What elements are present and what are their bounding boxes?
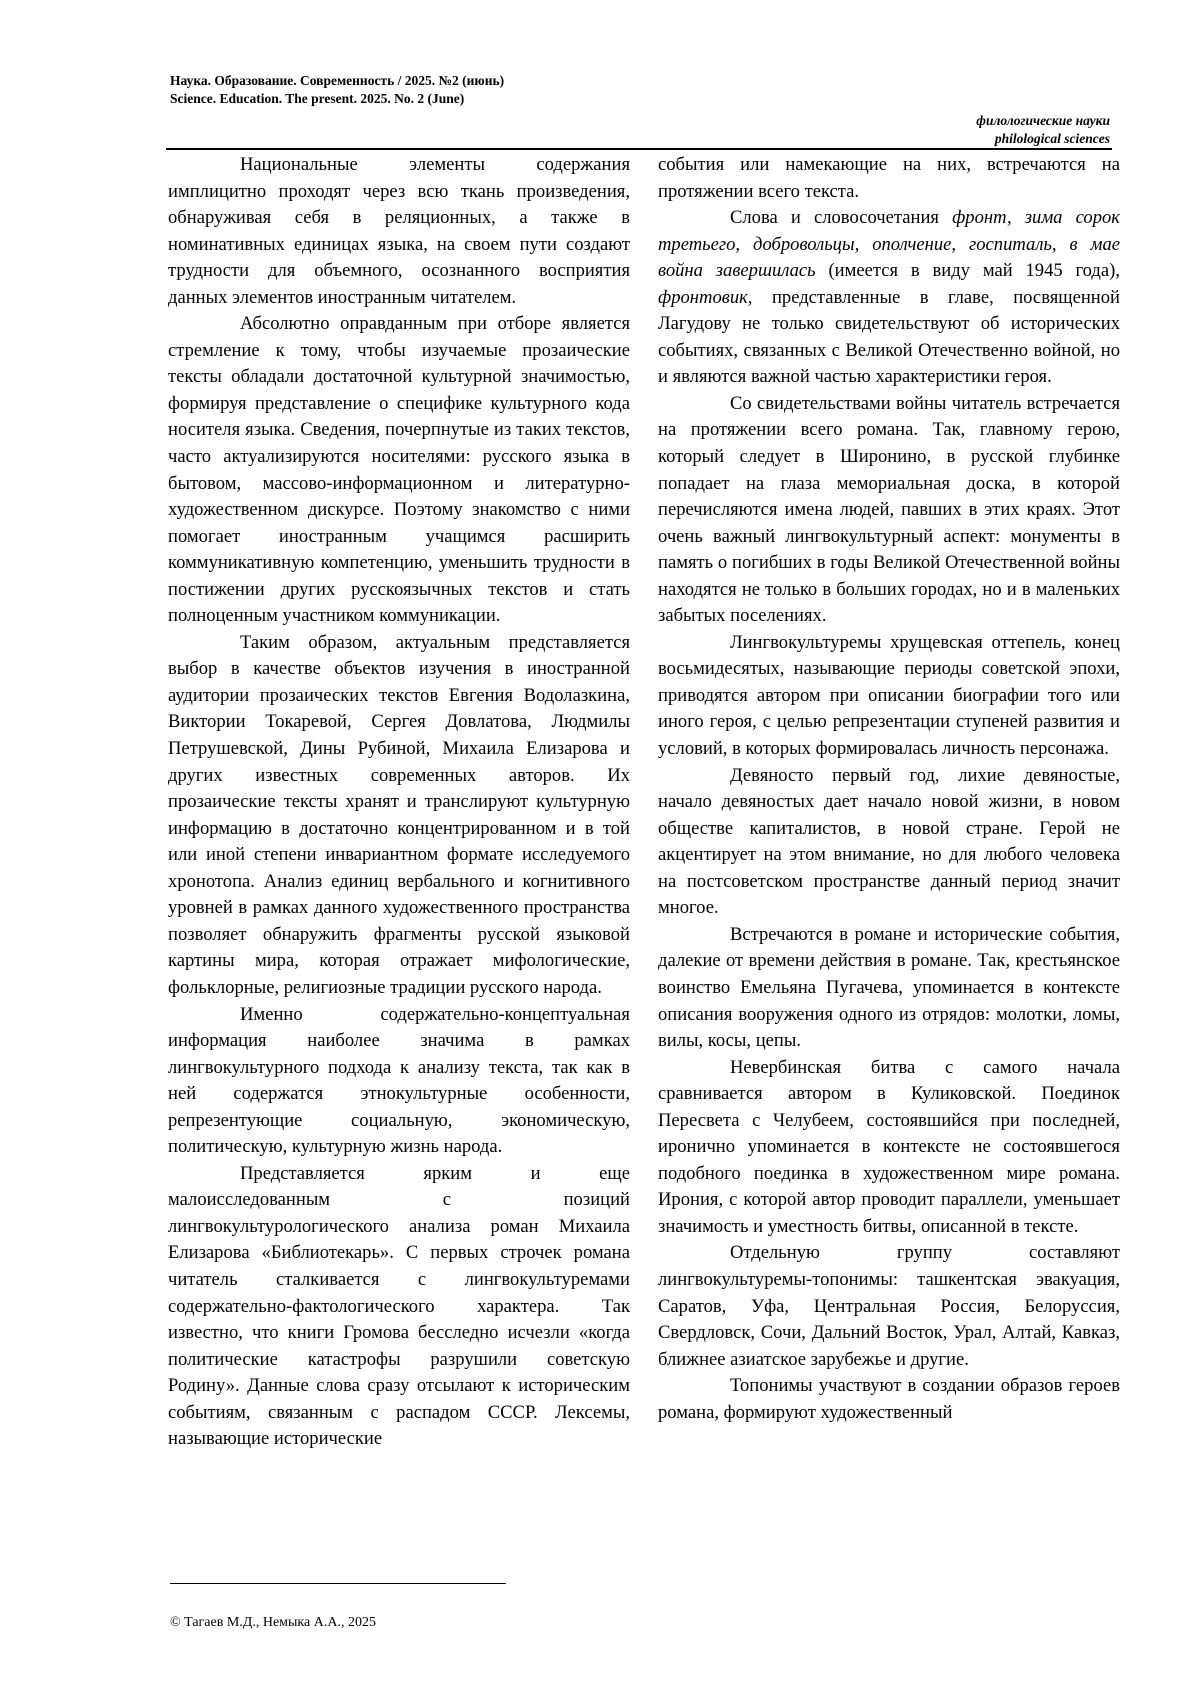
paragraph: Лингвокультуремы хрущевская оттепель, конец восьмидесятых, называющие периоды советской эпохи, приводятся автором при описании биографии того или иного героя, с целью репрезентации ступеней развития и условий, в которых формировалась личность персонажа. [658, 631, 1120, 760]
left-column [168, 152, 630, 1453]
text-run: Слова и словосочетания [730, 207, 953, 229]
journal-title-ru: Наука. Образование. Современность / 2025. №2 (июнь) [170, 73, 505, 88]
paragraph: Встречаются в романе и исторические события, далекие от времени действия в романе. Так, крестьянское воинство Емельяна Пугачева, упоминается в контексте описания вооружения одного из отрядов: молотки, ломы, вилы, косы, цепы. [658, 923, 1120, 1052]
paragraph-with-italics [658, 205, 1120, 391]
section-title-ru: филологические науки [976, 113, 1110, 128]
paragraph: Представляется ярким и еще малоисследованным с позиций лингвокультурологического анализа роман Михаила Елизарова «Библиотекарь». С первых строчек романа читатель сталкивается с лингвокультуремами содержательно-фактологического характера. Так известно, что книги Громова бесследно исчезли «когда политические катастрофы разрушили советскую Родину». Данные слова сразу отсылают к историческим событиям, связанным с распадом СССР. Лексемы, называющие исторические [168, 1162, 630, 1450]
journal-title-en: Science. Education. The present. 2025. No. 2 (June) [170, 91, 465, 106]
text-run: (имеется в виду май 1945 года), [815, 260, 1120, 282]
header-rule [166, 148, 1112, 150]
footnote-rule [170, 1583, 506, 1584]
text-run: представленные в главе, посвященной Лагудову не только свидетельствуют об исторических событиях, связанных с Великой Отечественно войной, но и являются важной частью характеристики героя. [658, 286, 1120, 388]
section-title-en: philological sciences [994, 131, 1110, 146]
paragraph: Девяносто первый год, лихие девяностые, начало девяностых дает начало новой жизни, в новом обществе капиталистов, в новой стране. Герой не акцентирует на этом внимание, но для любого человека на постсоветском пространстве данный период значит многое. [658, 764, 1120, 919]
paragraph: Таким образом, актуальным представляется выбор в качестве объектов изучения в иностранной аудитории прозаических текстов Евгения Водолазкина, Виктории Токаревой, Сергея Довлатова, Людмилы Петрушевской, Дины Рубиной, Михаила Елизарова и других известных современных авторов. Их прозаические тексты хранят и транслируют культурную информацию в достаточно концентрированном и в той или иной степени инвариантном формате исследуемого хронотопа. Анализ единиц вербального и когнитивного уровней в рамках данного художественного пространства позволяет обнаружить фрагменты русской языковой картины мира, которая отражает мифологические, фольклорные, религиозные традиции русского народа. [168, 631, 630, 998]
paragraph: Со свидетельствами войны читатель встречается на протяжении всего романа. Так, главному герою, который следует в Широнино, в русской глубинке попадает на глаза мемориальная доска, в которой перечисляются имена людей, павших в этих краях. Этот очень важный лингвокультурный аспект: монументы в память о погибших в годы Великой Отечественной войны находятся не только в больших городах, но и в маленьких забытых поселениях. [658, 392, 1120, 627]
copyright-notice: © Тагаев М.Д., Немыка А.А., 2025 [170, 1615, 376, 1630]
paragraph: Национальные элементы содержания имплицитно проходят через всю ткань произведения, обнаруживая себя в реляционных, а также в номинативных единицах языка, на своем пути создают трудности для объемного, осознанного восприятия данных элементов иностранным читателем. [168, 154, 630, 308]
paragraph: Отдельную группу составляют лингвокультуремы-топонимы: ташкентская эвакуация, Саратов, Уфа, Центральная Россия, Белоруссия, Свердловск, Сочи, Дальний Восток, Урал, Алтай, Кавказ, ближнее азиатское зарубежье и другие. [658, 1242, 1120, 1370]
italic-term: фронтовик, [658, 286, 753, 308]
italic-terms: фронт, зима сорок третьего, добровольцы, ополчение, госпиталь, в мае война завершилась [658, 207, 1120, 282]
paragraph: Абсолютно оправданным при отборе является стремление к тому, чтобы изучаемые прозаические тексты обладали достаточной культурной значимостью, формируя представление о специфике культурного кода носителя языка. Сведения, почерпнутые из таких текстов, часто актуализируются носителями: русского языка в бытовом, массово-информационном и литературно-художественном дискурсе. Поэтому знакомство с ними помогает иностранным учащимся расширить коммуникативную компетенцию, уменьшить трудности в постижении других русскоязычных текстов и стать полноценным участником коммуникации. [168, 313, 630, 627]
paragraph: Именно содержательно-концептуальная информация наиболее значима в рамках лингвокультурного подхода к анализу текста, так как в ней содержатся этнокультурные особенности, репрезентующие социальную, экономическую, политическую, культурную жизнь народа. [168, 1003, 630, 1158]
right-column [658, 152, 1120, 1426]
paragraph: Невербинская битва с самого начала сравнивается автором в Куликовской. Поединок Пересвета с Челубеем, состоявшийся при последней, иронично упоминается в контексте не состоявшегося подобного поединка в художественном мире романа. Ирония, с которой автор проводит параллели, уменьшает значимость и уместность битвы, описанной в тексте. [658, 1056, 1120, 1237]
paragraph-continuation: события или намекающие на них, встречаются на протяжении всего текста. [658, 154, 1120, 202]
paragraph: Топонимы участвуют в создании образов героев романа, формируют художественный [658, 1375, 1120, 1423]
section-header [976, 112, 1110, 148]
journal-header [170, 72, 504, 108]
